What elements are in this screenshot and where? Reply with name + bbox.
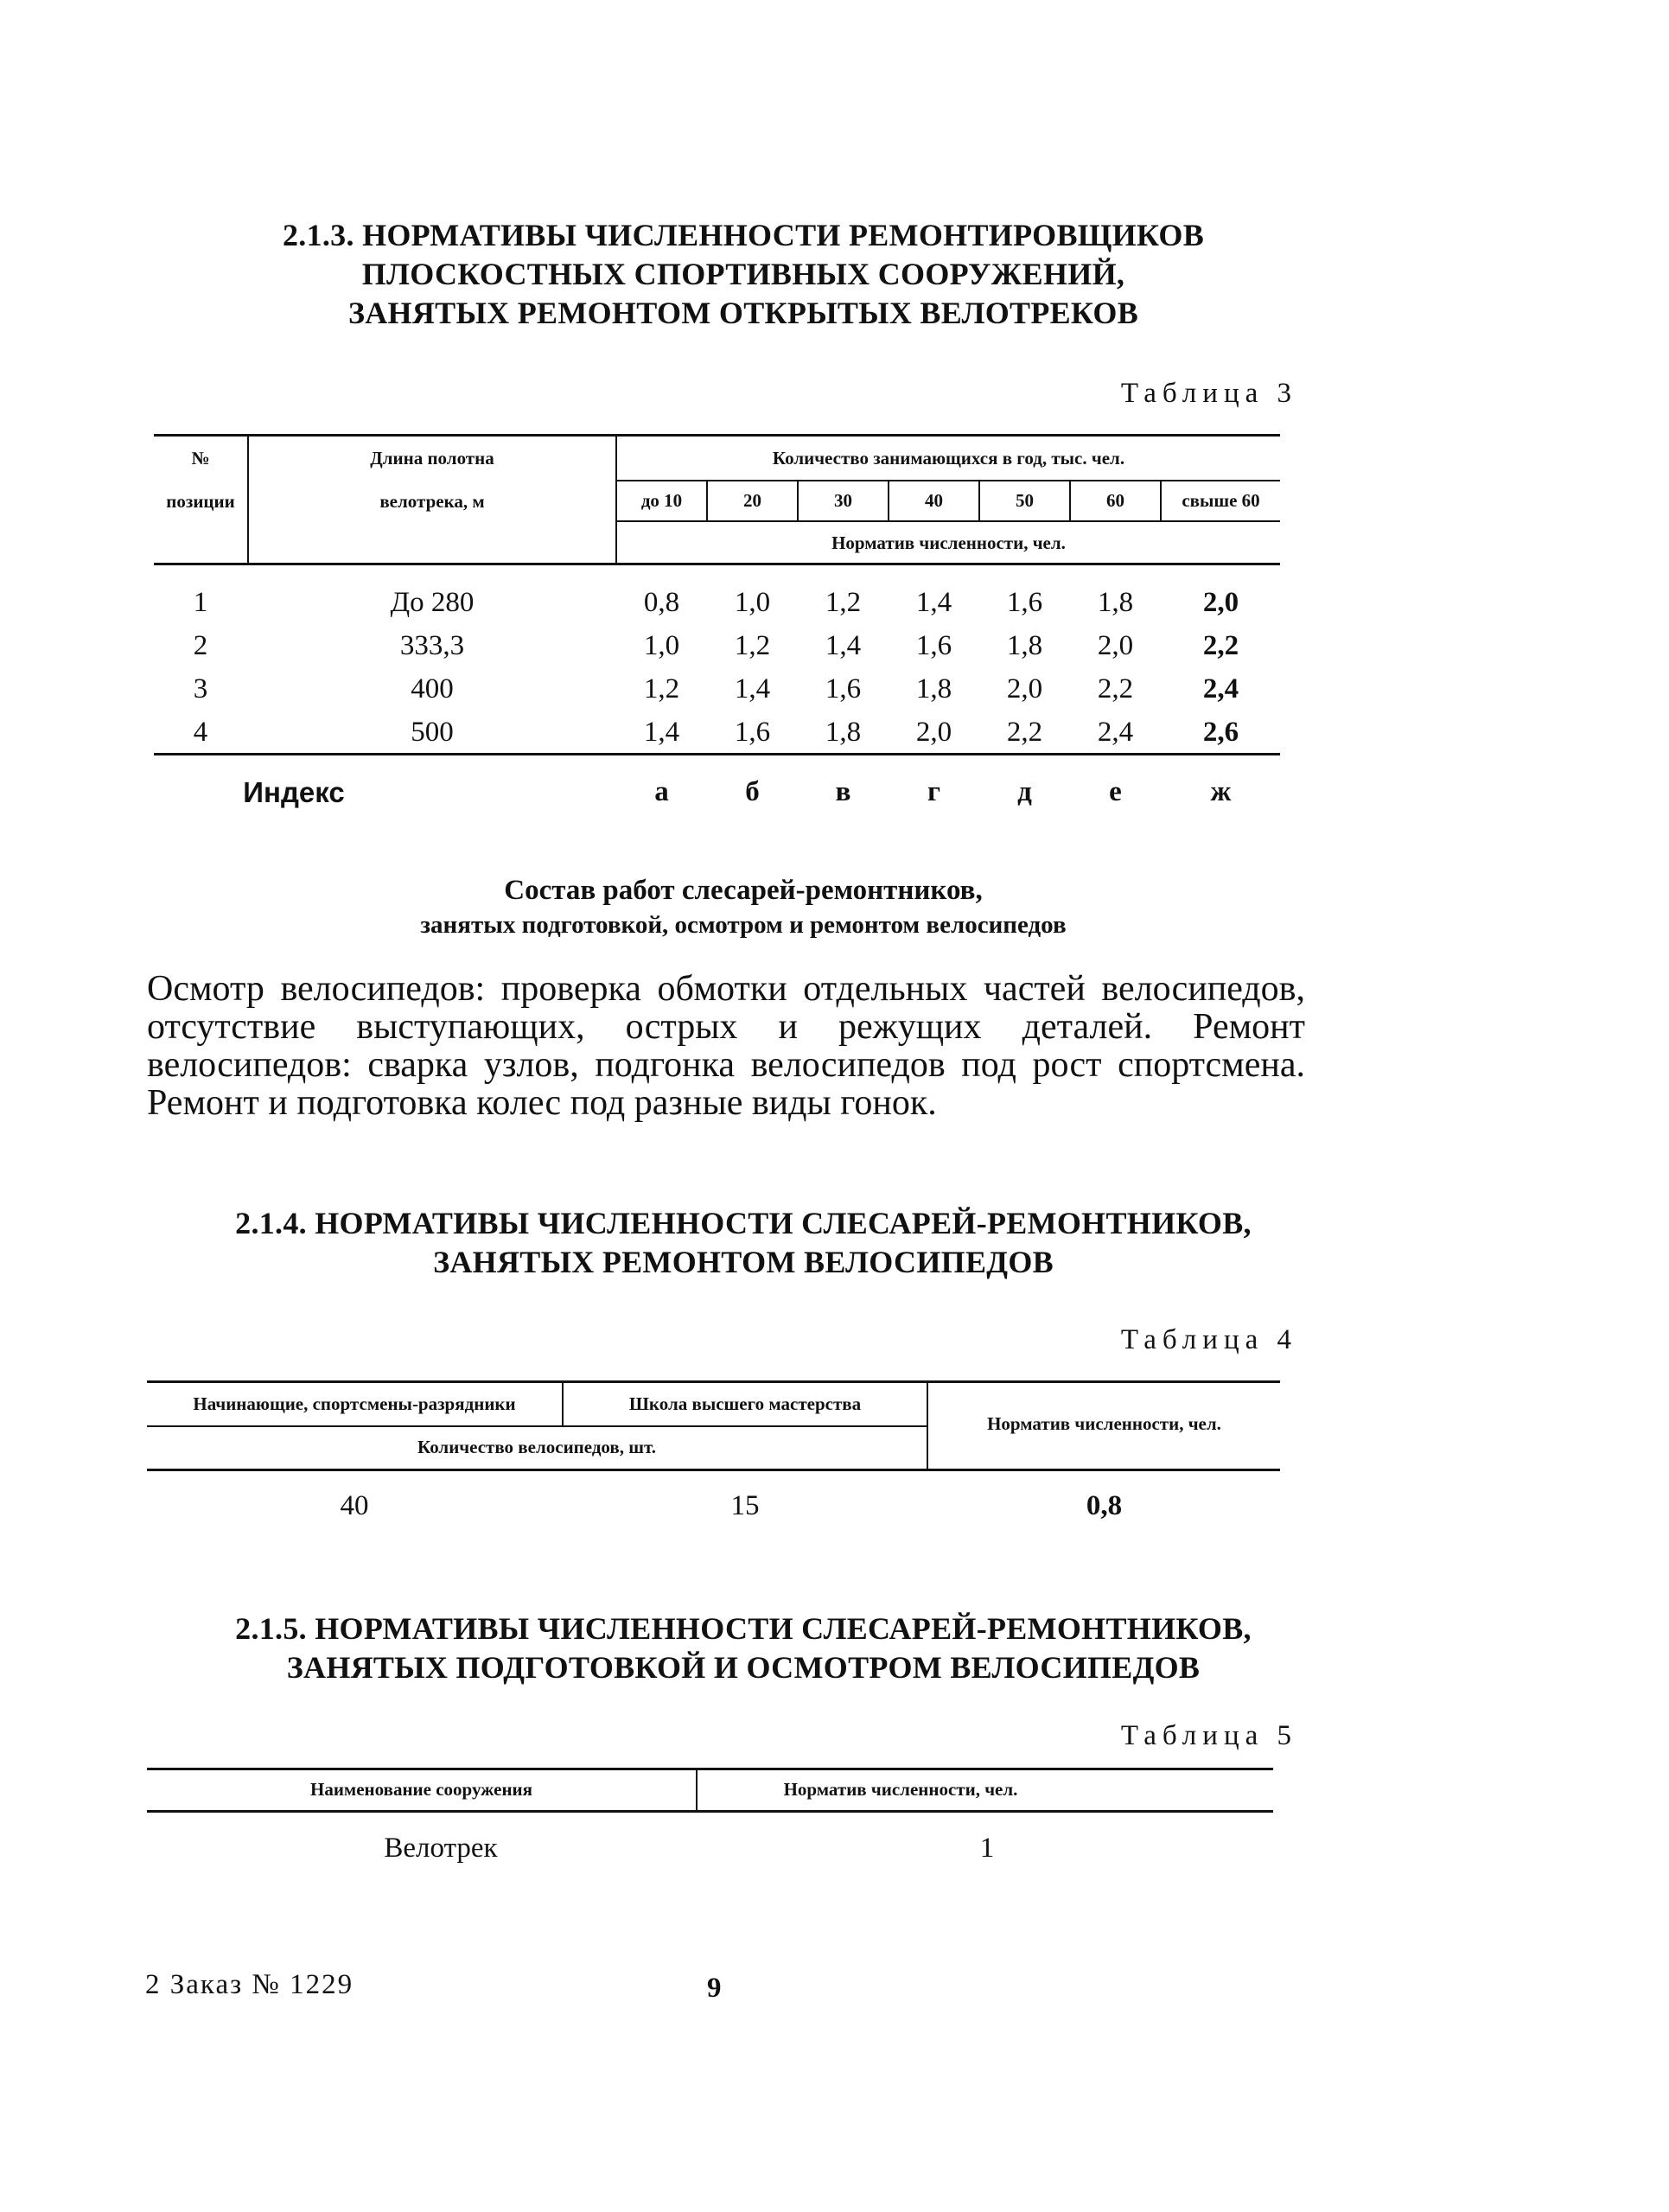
cell-value: 1,8	[1097, 587, 1134, 618]
table-rule	[154, 753, 1280, 755]
col-header-length: велотрека, м	[379, 491, 485, 512]
table-rule	[147, 1380, 1280, 1383]
index-letter: а	[654, 776, 669, 807]
cell-value: 1,4	[643, 717, 680, 748]
heading-line: ЗАНЯТЫХ РЕМОНТОМ ОТКРЫТЫХ ВЕЛОТРЕКОВ	[347, 296, 1139, 330]
cell-norm: 1	[979, 1833, 995, 1864]
col-header-bikes: Количество велосипедов, шт.	[417, 1437, 656, 1457]
cell-value: 1,6	[915, 630, 952, 661]
cell-value: 1,6	[734, 717, 771, 748]
index-letter: ж	[1210, 776, 1232, 807]
cell-value: 1,8	[915, 673, 952, 704]
cell-value: 0,8	[1086, 1490, 1123, 1521]
cell-value: 2,2	[1006, 717, 1043, 748]
cell-value: 1,2	[825, 587, 862, 618]
table-rule	[615, 480, 1280, 481]
section-215-heading	[173, 1610, 1314, 1687]
col-header-count-value: 20	[743, 490, 761, 511]
cell-value: 15	[730, 1490, 760, 1521]
cell-value: 2,0	[1202, 587, 1239, 618]
cell-value: 1,4	[734, 673, 771, 704]
index-letter: д	[1017, 776, 1032, 807]
col-header-count-value: 30	[834, 490, 852, 511]
composition-title-line: занятых подготовкой, осмотром и ремонтом велосипедов	[420, 911, 1067, 939]
cell-value: 2,2	[1097, 673, 1134, 704]
cell-length: 500	[411, 717, 454, 748]
table-rule	[154, 434, 1280, 437]
index-letter: б	[745, 776, 760, 807]
cell-value: 1,8	[825, 717, 862, 748]
table-rule	[154, 563, 1280, 565]
footer-order: 2 Заказ № 1229	[145, 1969, 354, 2000]
cell-value: 2,0	[915, 717, 952, 748]
table-rule	[147, 1768, 1273, 1770]
index-letter: е	[1109, 776, 1122, 807]
index-label: Индекс	[243, 776, 345, 808]
col-header-beginners: Начинающие, спортсмены-разрядники	[193, 1393, 516, 1414]
table-rule	[147, 1469, 1280, 1471]
col-header-count: Количество занимающихся в год, тыс. чел.	[772, 448, 1125, 469]
cell-name: Велотрек	[384, 1833, 498, 1864]
cell-value: 2,4	[1202, 673, 1239, 704]
table-3-label: Таблица 3	[1120, 378, 1297, 409]
cell-value: 2,6	[1202, 717, 1239, 748]
cell-value: 40	[340, 1490, 369, 1521]
cell-position: 1	[193, 587, 208, 618]
cell-length: 333,3	[399, 630, 465, 661]
heading-line: 2.1.4. НОРМАТИВЫ ЧИСЛЕННОСТИ СЛЕСАРЕЙ-РЕМОНТНИКОВ,	[235, 1206, 1252, 1240]
index-letter: в	[835, 776, 851, 807]
cell-position: 4	[193, 717, 208, 748]
heading-line: 2.1.5. НОРМАТИВЫ ЧИСЛЕННОСТИ СЛЕСАРЕЙ-РЕМОНТНИКОВ,	[235, 1611, 1252, 1646]
cell-value: 0,8	[643, 587, 680, 618]
col-header-count-value: свыше 60	[1182, 490, 1260, 511]
col-header-school: Школа высшего мастерства	[628, 1393, 862, 1414]
col-header-length: Длина полотна	[370, 448, 494, 469]
cell-position: 3	[193, 673, 208, 704]
col-header-count-value: 60	[1106, 490, 1124, 511]
table-rule	[147, 1810, 1273, 1813]
cell-value: 2,0	[1006, 673, 1043, 704]
col-header-count-value: 40	[925, 490, 943, 511]
heading-line: ЗАНЯТЫХ ПОДГОТОВКОЙ И ОСМОТРОМ ВЕЛОСИПЕДОВ	[286, 1650, 1201, 1685]
cell-value: 1,0	[643, 630, 680, 661]
heading-line: ПЛОСКОСТНЫХ СПОРТИВНЫХ СООРУЖЕНИЙ,	[361, 257, 1125, 291]
cell-value: 1,0	[734, 587, 771, 618]
cell-value: 1,8	[1006, 630, 1043, 661]
table-rule	[615, 520, 1280, 522]
col-header-norm: Норматив численности, чел.	[783, 1779, 1018, 1800]
table-rule	[147, 1425, 927, 1427]
composition-title-line: Состав работ слесарей-ремонтников,	[504, 875, 983, 906]
cell-value: 1,4	[825, 630, 862, 661]
cell-position: 2	[193, 630, 208, 661]
col-header-norm: Норматив численности, чел.	[831, 532, 1066, 553]
cell-value: 2,0	[1097, 630, 1134, 661]
page-number: 9	[707, 1973, 722, 2004]
col-header-count-value: до 10	[640, 490, 683, 511]
col-header-name: Наименование сооружения	[309, 1779, 533, 1800]
col-header-norm: Норматив численности, чел.	[987, 1413, 1221, 1434]
cell-length: 400	[411, 673, 454, 704]
section-213-heading	[173, 216, 1314, 333]
composition-text: Осмотр велосипедов: проверка обмотки отдельных частей велосипедов, отсутствие выступающих, острых и режущих деталей. Ремонт велосипедов: сварка узлов, подгонка велосипедов под рост спортсмена. Ремонт и подготовка колес под разные виды гонок.	[147, 969, 1305, 1123]
cell-value: 2,4	[1097, 717, 1134, 748]
section-214-heading	[173, 1204, 1314, 1282]
index-letter: г	[927, 776, 940, 807]
cell-value: 1,6	[1006, 587, 1043, 618]
col-header-position: №	[191, 448, 210, 469]
col-header-position: позиции	[166, 491, 235, 512]
table-5-label: Таблица 5	[1120, 1720, 1297, 1751]
heading-line: ЗАНЯТЫХ РЕМОНТОМ ВЕЛОСИПЕДОВ	[433, 1245, 1054, 1279]
cell-value: 1,6	[825, 673, 862, 704]
cell-value: 2,2	[1202, 630, 1239, 661]
heading-line: 2.1.3. НОРМАТИВЫ ЧИСЛЕННОСТИ РЕМОНТИРОВЩИКОВ	[282, 218, 1205, 252]
composition-title	[173, 873, 1314, 942]
table-4-label: Таблица 4	[1120, 1324, 1297, 1355]
cell-value: 1,2	[643, 673, 680, 704]
cell-length: До 280	[390, 587, 475, 618]
col-header-count-value: 50	[1016, 490, 1034, 511]
cell-value: 1,4	[915, 587, 952, 618]
cell-value: 1,2	[734, 630, 771, 661]
